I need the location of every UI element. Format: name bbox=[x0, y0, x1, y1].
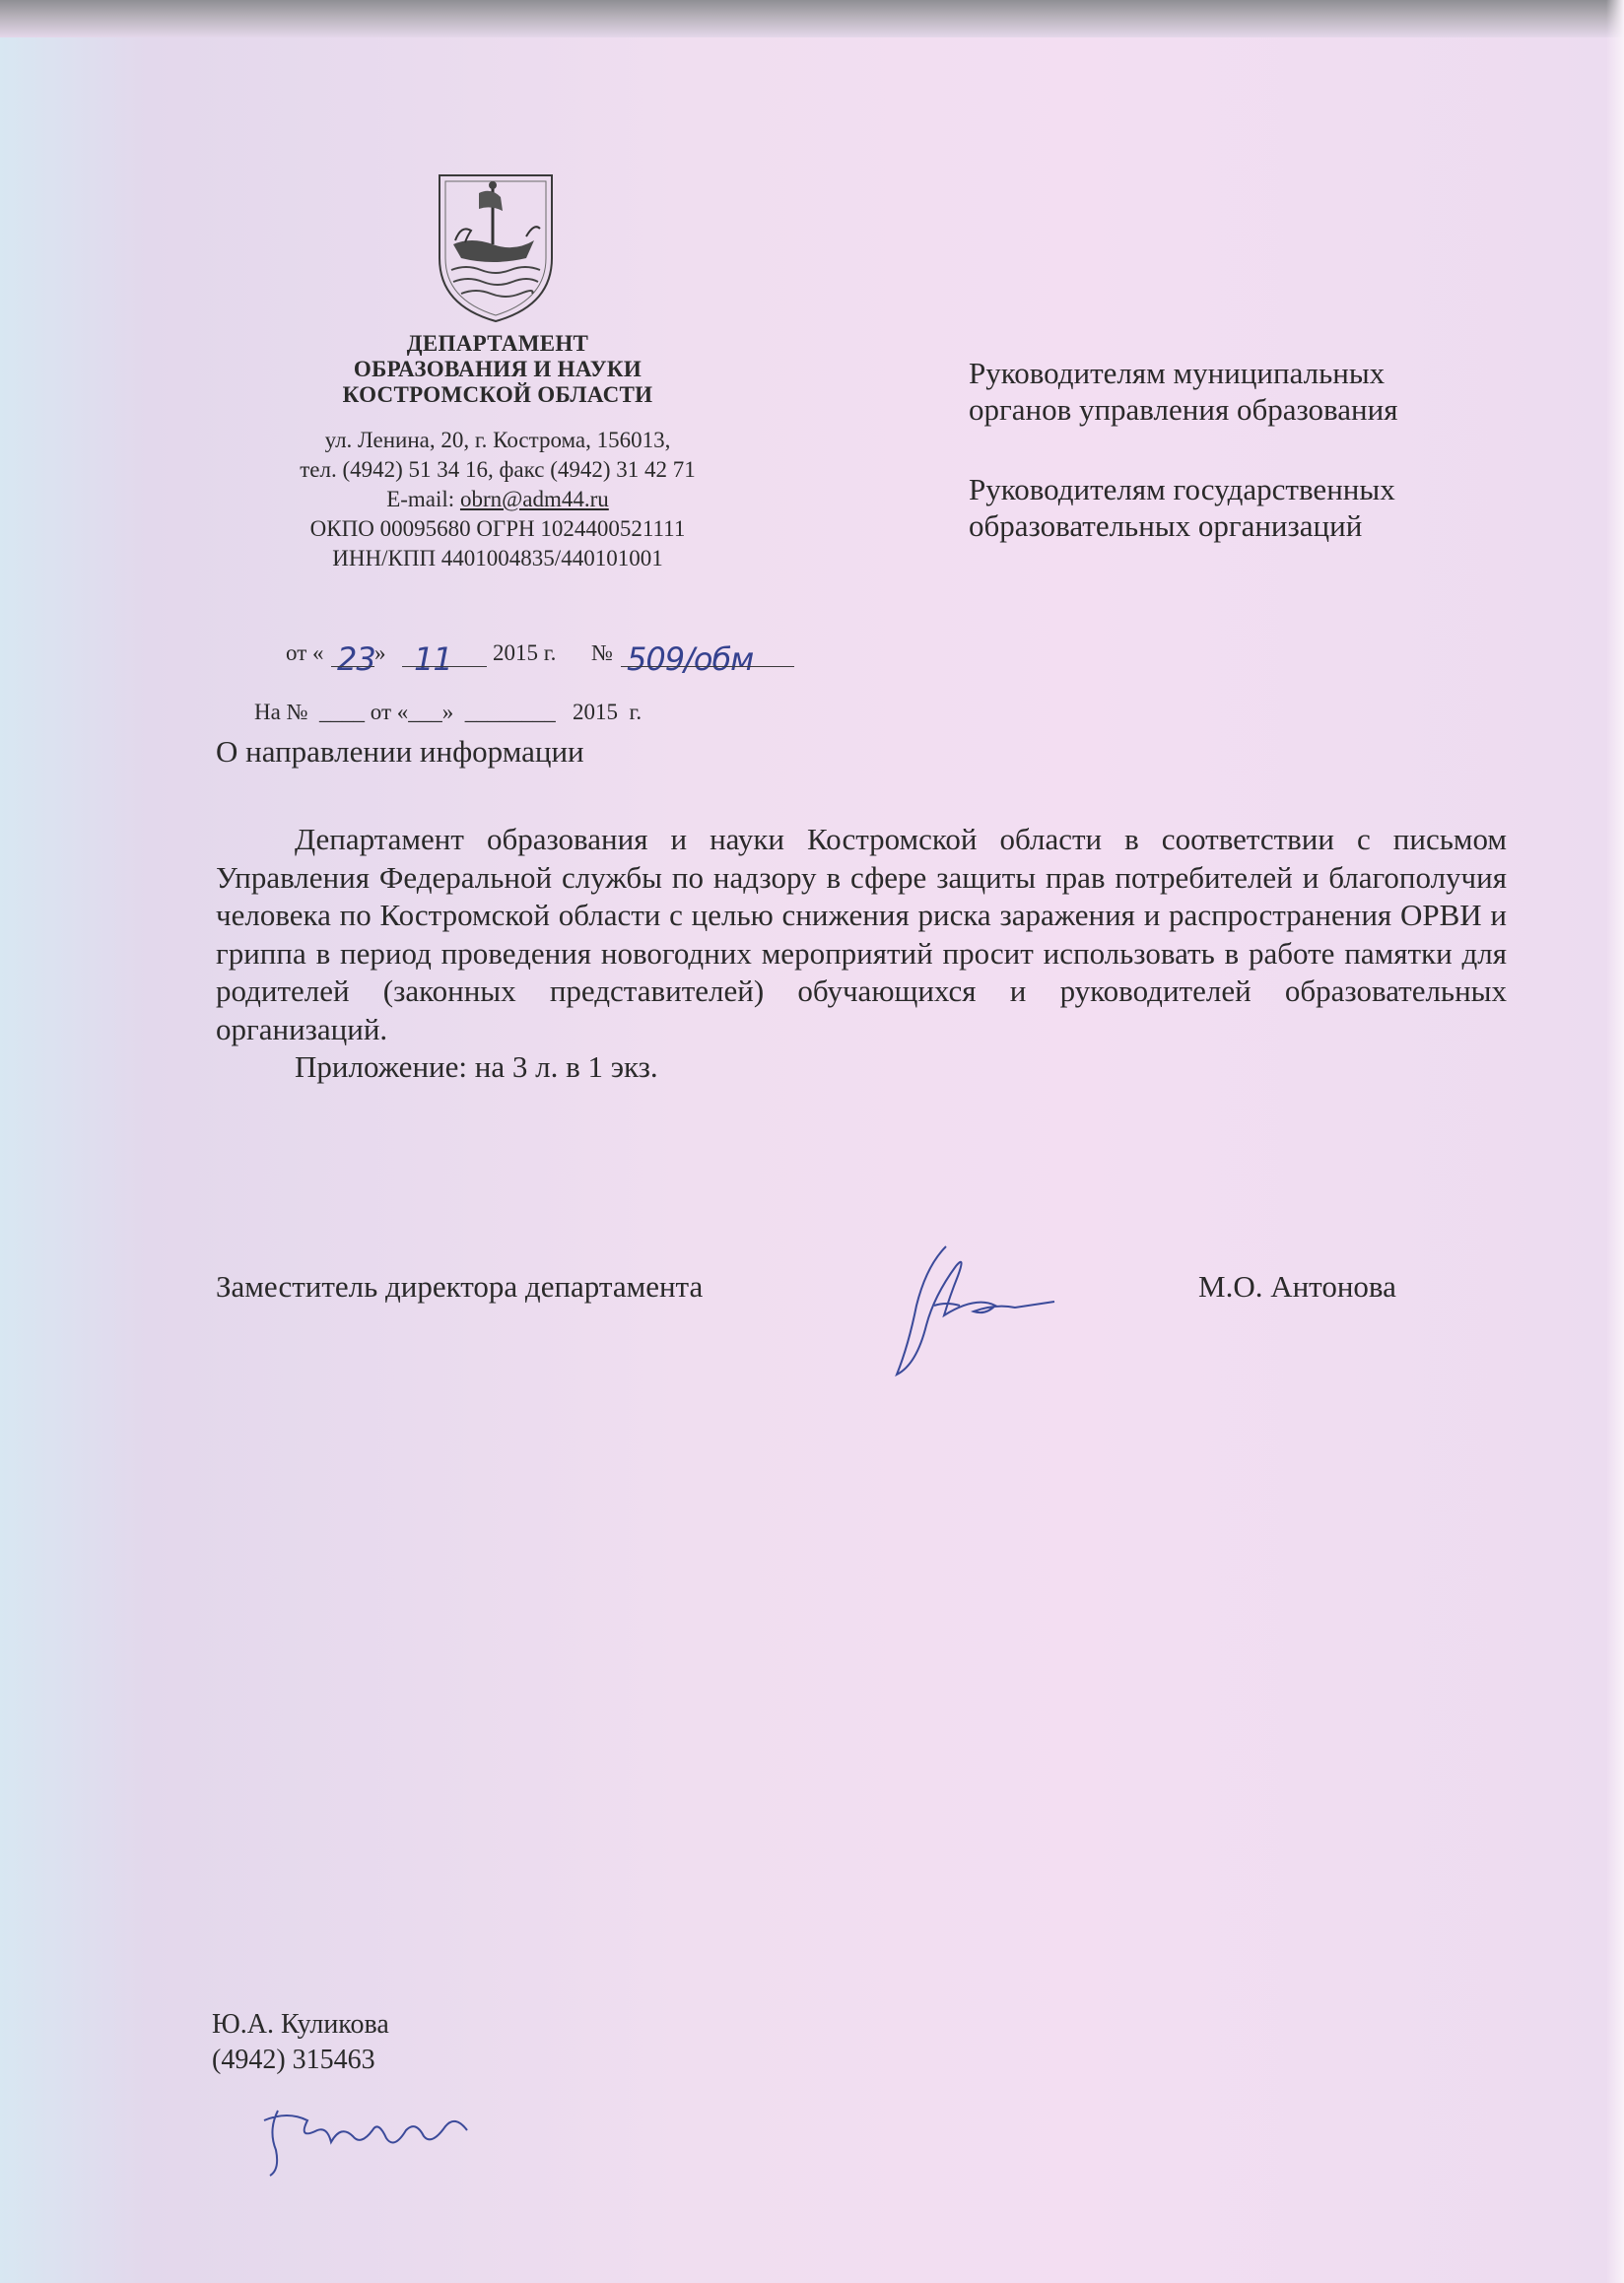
executor-initials-mark bbox=[258, 2091, 485, 2180]
scan-top-edge bbox=[0, 0, 1624, 37]
executor-block bbox=[212, 2007, 389, 2078]
recipient-municipal bbox=[969, 355, 1599, 428]
date-mid: » bbox=[374, 640, 386, 665]
subject: О направлении информации bbox=[216, 734, 584, 769]
number-underline bbox=[621, 666, 794, 667]
recipient-line: органов управления образования bbox=[969, 392, 1398, 427]
email-line bbox=[197, 485, 798, 514]
address: ул. Ленина, 20, г. Кострома, 156013, bbox=[324, 428, 671, 452]
signatory-name: М.О. Антонова bbox=[1198, 1269, 1396, 1304]
recipient-line: образовательных организаций bbox=[969, 508, 1363, 543]
dept-name-line-3: КОСТРОМСКОЙ ОБЛАСТИ bbox=[342, 382, 653, 407]
recipient-line: Руководителям государственных bbox=[969, 472, 1395, 506]
coat-of-arms-icon bbox=[432, 168, 560, 325]
dept-name-line-1: ДЕПАРТАМЕНТ bbox=[406, 331, 589, 356]
email-label: E-mail: bbox=[386, 487, 460, 511]
email-link[interactable]: obrn@adm44.ru bbox=[459, 487, 609, 511]
letter-body bbox=[216, 821, 1507, 1087]
reg-number: 509/обм bbox=[627, 640, 754, 678]
date-prefix: от « bbox=[286, 640, 324, 665]
attachment-note: Приложение: на 3 л. в 1 экз. bbox=[295, 1049, 658, 1084]
month-underline bbox=[402, 666, 487, 667]
number-label: № bbox=[591, 640, 613, 665]
handwritten-signature bbox=[887, 1237, 1064, 1384]
signatory-title: Заместитель директора департамента bbox=[216, 1269, 704, 1304]
body-paragraph: Департамент образования и науки Костромской области в соответствии с письмом Управления Федеральной службы по надзору в сфере защиты прав потребителей и благополучия человека по Костромской области с целью снижения риска заражения и распространения ОРВИ и гриппа в период проведения новогодних мероприятий просит использовать в работе памятки для родителей (законных представителей) обучающихся и руководителей образовательных организаций. bbox=[216, 822, 1507, 1046]
reference-line: На № ____ от «___» ________ 2015 г. bbox=[254, 700, 643, 724]
date-year: 2015 г. bbox=[493, 640, 557, 665]
date-day: 23 bbox=[337, 640, 375, 678]
date-number-line bbox=[286, 633, 838, 678]
recipient-line: Руководителям муниципальных bbox=[969, 356, 1386, 390]
inn-kpp: ИНН/КПП 4401004835/440101001 bbox=[332, 546, 663, 571]
scan-right-edge bbox=[1606, 0, 1624, 2283]
phone-fax: тел. (4942) 51 34 16, факс (4942) 31 42 71 bbox=[300, 457, 696, 482]
date-month: 11 bbox=[414, 640, 452, 678]
okpo-ogrn: ОКПО 00095680 ОГРН 1024400521111 bbox=[309, 516, 686, 541]
executor-phone: (4942) 315463 bbox=[212, 2045, 375, 2075]
executor-name: Ю.А. Куликова bbox=[212, 2009, 389, 2040]
sender-details bbox=[197, 426, 798, 573]
recipient-state bbox=[969, 471, 1599, 544]
sender-header bbox=[197, 331, 798, 573]
recipients-block bbox=[969, 355, 1599, 544]
day-underline bbox=[331, 666, 374, 667]
dept-name-line-2: ОБРАЗОВАНИЯ И НАУКИ bbox=[353, 357, 643, 381]
